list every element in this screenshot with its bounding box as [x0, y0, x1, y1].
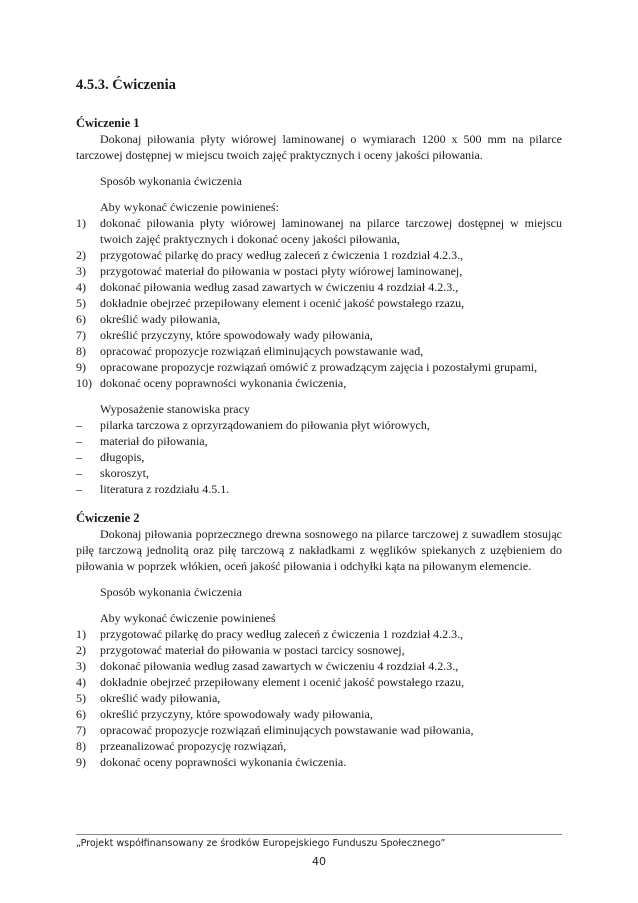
list-item-text: dokonać piłowania według zasad zawartych w ćwiczeniu 4 rozdział 4.2.3., [100, 659, 459, 673]
dash-bullet-icon: – [76, 450, 82, 464]
list-item-text: opracowane propozycje rozwiązań omówić z prowadzącym zajęcia i pozostałymi grupami, [100, 360, 538, 374]
list-item-text: opracować propozycje rozwiązań eliminujących powstawanie wad, [100, 344, 424, 358]
list-item-number: 5) [76, 691, 86, 705]
list-item [76, 626, 562, 642]
list-item [76, 433, 562, 449]
list-item-number: 4) [76, 280, 86, 294]
list-item-text: materiał do piłowania, [100, 434, 208, 448]
list-item [76, 690, 562, 706]
list-item-text: dokładnie obejrzeć przepiłowany element i ocenić jakość powstałego rzazu, [100, 675, 465, 689]
list-item [76, 375, 562, 391]
list-item [76, 706, 562, 722]
list-item [76, 279, 562, 295]
exercise-2 [76, 511, 562, 770]
list-item-text: dokonać oceny poprawności wykonania ćwiczenia, [100, 376, 347, 390]
list-item-text: przygotować materiał do piłowania w postaci płyty wiórowej laminowanej, [100, 264, 463, 278]
exercise-1 [76, 116, 562, 497]
dash-bullet-icon: – [76, 466, 82, 480]
list-item [76, 642, 562, 658]
exercise-1-steps [76, 215, 562, 391]
page-content [76, 76, 562, 770]
list-item-text: określić wady piłowania, [100, 312, 221, 326]
list-item [76, 327, 562, 343]
page-number: 40 [312, 855, 326, 868]
list-item-text: przygotować pilarkę do pracy według zaleceń z ćwiczenia 1 rozdział 4.2.3., [100, 248, 464, 262]
list-item [76, 359, 562, 375]
list-item [76, 295, 562, 311]
list-item [76, 481, 562, 497]
list-item-number: 1) [76, 216, 86, 230]
list-item-number: 7) [76, 723, 86, 737]
list-item [76, 215, 562, 247]
list-item-number: 6) [76, 312, 86, 326]
list-item [76, 417, 562, 433]
list-item [76, 247, 562, 263]
list-item-text: dokonać piłowania według zasad zawartych w ćwiczeniu 4 rozdział 4.2.3., [100, 280, 459, 294]
exercise-2-intro: Aby wykonać ćwiczenie powinieneś [100, 611, 276, 625]
list-item-number: 9) [76, 360, 86, 374]
list-item-text: długopis, [100, 450, 145, 464]
list-item [76, 449, 562, 465]
exercise-1-description: Dokonaj piłowania płyty wiórowej laminowanej o wymiarach 1200 x 500 mm na pilarce tarczowej dostępnej w miejscu twoich zajęć praktycznych i oceny jakości piłowania. [76, 132, 562, 162]
list-item-text: przygotować materiał do piłowania w postaci tarcicy sosnowej, [100, 643, 405, 657]
exercise-1-method-heading: Sposób wykonania ćwiczenia [100, 174, 242, 188]
list-item [76, 263, 562, 279]
list-item [76, 465, 562, 481]
list-item-text: pilarka tarczowa z oprzyrządowaniem do piłowania płyt wiórowych, [100, 418, 430, 432]
exercise-2-steps [76, 626, 562, 770]
exercise-1-equipment-heading: Wyposażenie stanowiska pracy [100, 402, 250, 416]
list-item-text: dokonać piłowania płyty wiórowej laminowanej na pilarce tarczowej dostępnej w miejscu twoich zajęć praktycznych i dokonać oceny jakości piłowania, [100, 216, 562, 246]
exercise-2-description: Dokonaj piłowania poprzecznego drewna sosnowego na pilarce tarczowej z suwadłem stosując piłę tarczową jednolitą oraz piłę tarczową z nakładkami z węglików spiekanych z uzębieniem do piłowania w poprzek włókien, oceń jakość piłowania i odchyłki kąta na piłowanym elemencie. [76, 527, 562, 573]
dash-bullet-icon: – [76, 434, 82, 448]
list-item-number: 3) [76, 659, 86, 673]
list-item [76, 343, 562, 359]
list-item-number: 10) [76, 376, 92, 390]
footer-divider [76, 834, 562, 835]
list-item-number: 3) [76, 264, 86, 278]
list-item [76, 311, 562, 327]
list-item-number: 6) [76, 707, 86, 721]
list-item-text: określić przyczyny, które spowodowały wady piłowania, [100, 707, 373, 721]
footer-text: „Projekt współfinansowany ze środków Europejskiego Funduszu Społecznego” [76, 838, 446, 849]
list-item [76, 754, 562, 770]
list-item [76, 738, 562, 754]
dash-bullet-icon: – [76, 482, 82, 496]
list-item-number: 8) [76, 344, 86, 358]
list-item-number: 8) [76, 739, 86, 753]
list-item [76, 722, 562, 738]
list-item-number: 1) [76, 627, 86, 641]
exercise-1-title: Ćwiczenie 1 [76, 116, 140, 130]
list-item-text: dokonać oceny poprawności wykonania ćwiczenia. [100, 755, 347, 769]
exercise-1-equipment [76, 417, 562, 497]
list-item-text: literatura z rozdziału 4.5.1. [100, 482, 230, 496]
exercise-1-intro: Aby wykonać ćwiczenie powinieneś: [100, 200, 279, 214]
list-item-text: skoroszyt, [100, 466, 149, 480]
list-item-text: opracować propozycje rozwiązań eliminujących powstawanie wad piłowania, [100, 723, 474, 737]
list-item-number: 2) [76, 248, 86, 262]
list-item [76, 658, 562, 674]
list-item-text: dokładnie obejrzeć przepiłowany element i ocenić jakość powstałego rzazu, [100, 296, 465, 310]
list-item-number: 9) [76, 755, 86, 769]
list-item-text: określić wady piłowania, [100, 691, 221, 705]
list-item-number: 7) [76, 328, 86, 342]
section-title: 4.5.3. Ćwiczenia [76, 77, 176, 93]
list-item-text: określić przyczyny, które spowodowały wady piłowania, [100, 328, 373, 342]
list-item-text: przeanalizować propozycję rozwiązań, [100, 739, 287, 753]
list-item-number: 5) [76, 296, 86, 310]
list-item-number: 2) [76, 643, 86, 657]
dash-bullet-icon: – [76, 418, 82, 432]
exercise-2-method-heading: Sposób wykonania ćwiczenia [100, 585, 242, 599]
list-item [76, 674, 562, 690]
list-item-number: 4) [76, 675, 86, 689]
list-item-text: przygotować pilarkę do pracy według zaleceń z ćwiczenia 1 rozdział 4.2.3., [100, 627, 464, 641]
exercise-2-title: Ćwiczenie 2 [76, 511, 140, 525]
